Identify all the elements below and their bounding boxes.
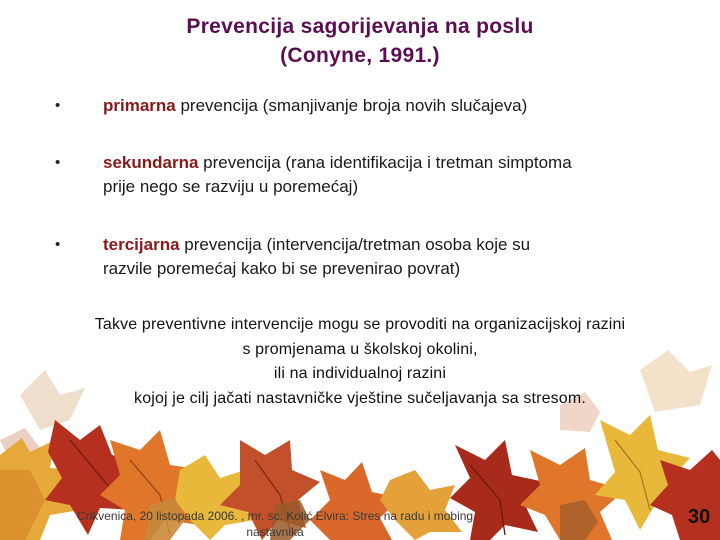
footer-line-2: nastavnika	[246, 525, 304, 539]
bullet-line-2: prije nego se razviju u poremećaj)	[103, 177, 359, 196]
title-line-1: Prevencija sagorijevanja na poslu	[186, 15, 534, 38]
slide-footer	[40, 508, 510, 540]
paragraph-line: Takve preventivne intervencije mogu se provoditi na organizacijskoj razini	[94, 316, 626, 333]
bullet-marker: •	[55, 154, 61, 171]
bullet-rest: prevencija (intervencija/tretman osoba koje su	[179, 235, 531, 254]
page-number: 30	[688, 506, 711, 528]
bullet-rest: prevencija (smanjivanje broja novih slučajeva)	[175, 96, 528, 115]
title-line-2: (Conyne, 1991.)	[280, 44, 440, 67]
bullet-marker: •	[55, 236, 61, 253]
bullet-keyword: tercijarna	[103, 235, 180, 254]
paragraph-line: kojoj je cilj jačati nastavničke vještine sučeljavanja sa stresom.	[134, 389, 586, 407]
bullet-text	[103, 94, 663, 118]
bullet-keyword: sekundarna	[103, 153, 199, 172]
paragraph-line: ili na individualnoj razini	[273, 365, 447, 382]
bullet-line-2: razvile poremećaj kako bi se prevenirao povrat)	[103, 259, 461, 278]
bullet-text	[103, 151, 663, 199]
bullet-marker: •	[55, 97, 61, 114]
summary-paragraph	[40, 313, 680, 411]
footer-line-1: Crikvenica, 20 listopada 2006. , mr. sc. Kolić Elvira: Stres na radu i mobing	[76, 509, 474, 523]
paragraph-line: s promjenama u školskoj okolini,	[242, 340, 478, 358]
bullet-rest: prevencija (rana identifikacija i tretman simptoma	[198, 153, 572, 172]
bullet-text	[103, 233, 663, 281]
bullet-keyword: primarna	[103, 96, 176, 115]
